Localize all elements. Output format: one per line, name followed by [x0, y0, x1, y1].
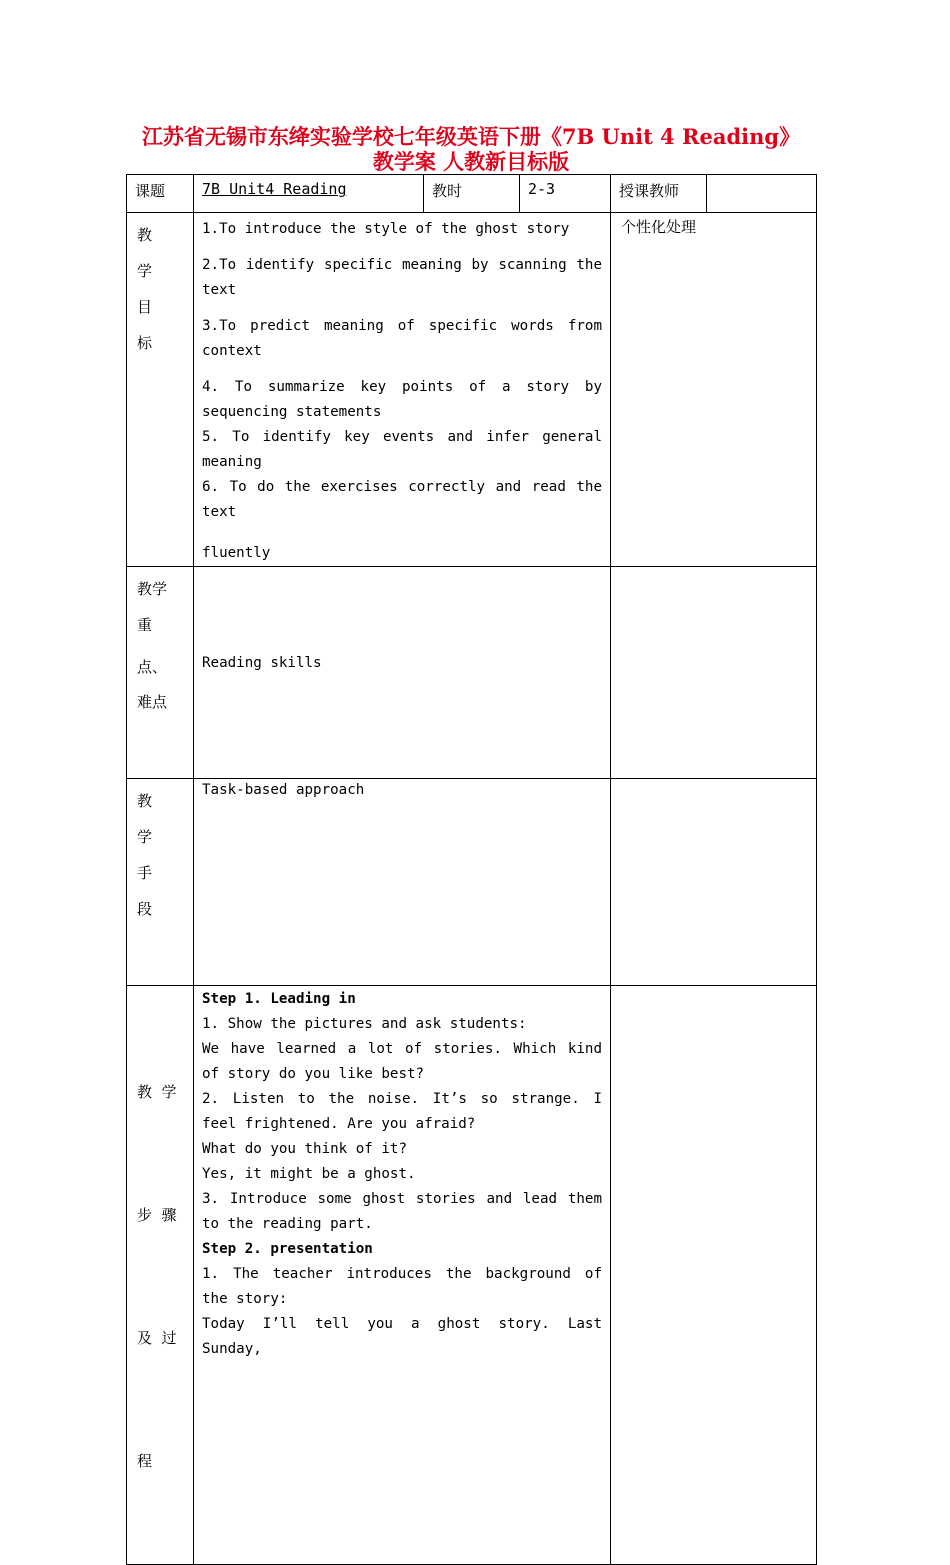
- step-line: What do you think of it?: [202, 1141, 407, 1157]
- key-points-label: 教学 重 点、 难点: [127, 567, 194, 779]
- personalization-note: 个性化处理: [611, 213, 817, 567]
- step2-title: Step 2. presentation: [202, 1241, 373, 1257]
- objective-item: 3.To predict meaning of specific words from context: [202, 318, 602, 359]
- step-line: 2. Listen to the noise. It’s so strange. I feel frightened. Are you afraid?: [202, 1091, 602, 1132]
- teacher-label: 授课教师: [619, 182, 680, 200]
- key-points-row: [127, 567, 817, 779]
- title-line-1: 江苏省无锡市东绛实验学校七年级英语下册《7B Unit 4 Reading》: [141, 124, 801, 149]
- objective-item: 6. To do the exercises correctly and read the text: [202, 479, 602, 520]
- lesson-plan-table: [126, 174, 817, 1565]
- step-line: 1. Show the pictures and ask students:: [202, 1016, 527, 1032]
- hours-label: 教时: [432, 182, 463, 200]
- step-line: Today I’ll tell you a ghost story. Last Sunday,: [202, 1316, 602, 1357]
- procedure-content: [194, 986, 611, 1565]
- objective-item: 1.To introduce the style of the ghost story: [202, 221, 570, 237]
- objectives-label: 教 学 目 标: [127, 213, 194, 567]
- hours-value: 2-3: [528, 180, 556, 198]
- objective-item: 2.To identify specific meaning by scanning the text: [202, 257, 602, 298]
- topic-value: 7B Unit4 Reading: [202, 180, 347, 198]
- methods-row: [127, 779, 817, 986]
- objectives-row: [127, 213, 817, 567]
- step-line: 3. Introduce some ghost stories and lead them to the reading part.: [202, 1191, 602, 1232]
- objective-item: 5. To identify key events and infer general meaning: [202, 429, 602, 470]
- header-row: [127, 175, 817, 213]
- objectives-content: [194, 213, 611, 567]
- objective-item: fluently: [202, 545, 271, 561]
- step-line: 1. The teacher introduces the background of the story:: [202, 1266, 602, 1307]
- procedure-row: [127, 986, 817, 1565]
- step1-title: Step 1. Leading in: [202, 991, 356, 1007]
- methods-label: 教 学 手 段: [127, 779, 194, 986]
- title-line-2: 教学案 人教新目标版: [372, 149, 570, 174]
- methods-content: Task-based approach: [194, 779, 611, 986]
- document-title: [126, 124, 816, 174]
- procedure-label: 教 学 步 骤 及 过 程: [127, 986, 194, 1565]
- methods-side: [611, 779, 817, 986]
- key-points-side: [611, 567, 817, 779]
- procedure-side: [611, 986, 817, 1565]
- key-points-content: Reading skills: [194, 567, 611, 779]
- teacher-value: [707, 175, 816, 185]
- step-line: Yes, it might be a ghost.: [202, 1166, 416, 1182]
- objective-item: 4. To summarize key points of a story by sequencing statements: [202, 379, 602, 420]
- step-line: We have learned a lot of stories. Which kind of story do you like best?: [202, 1041, 602, 1082]
- topic-label: 课题: [135, 182, 166, 200]
